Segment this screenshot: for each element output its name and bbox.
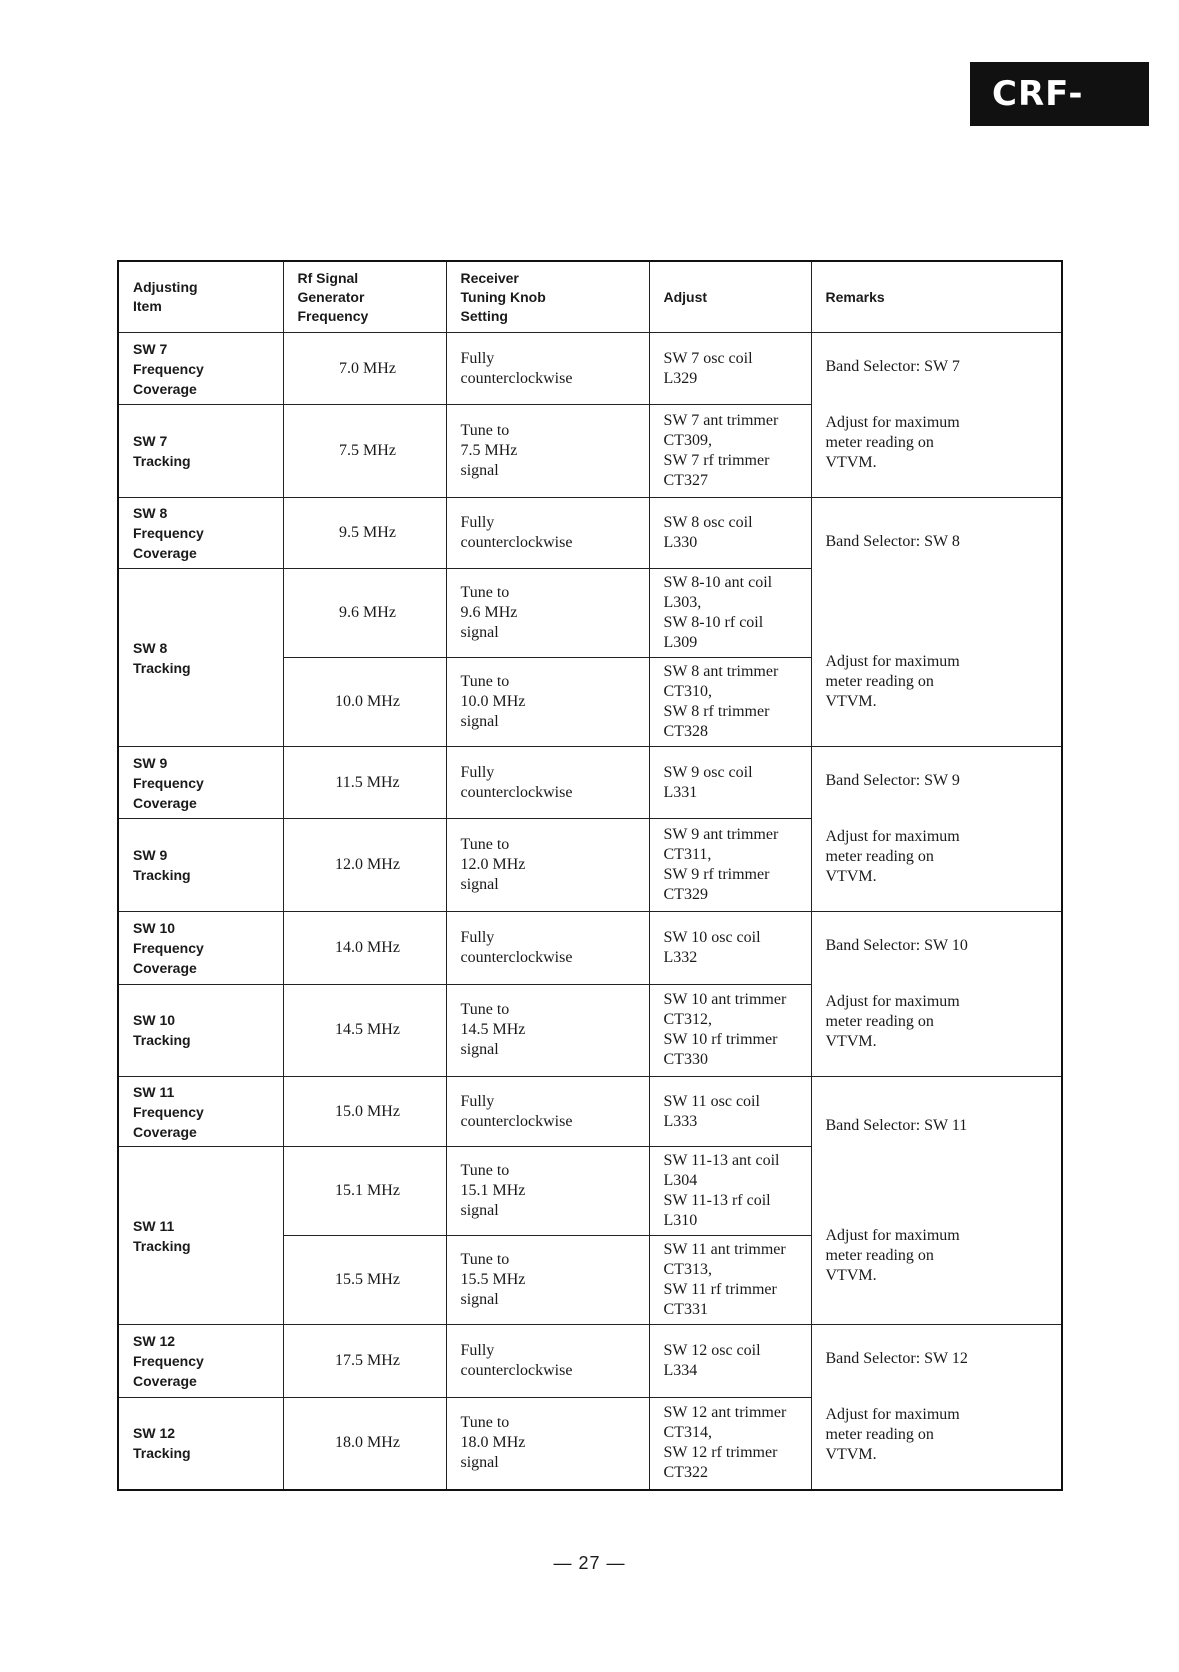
table-row <box>118 1077 1062 1147</box>
remarks-adjust-note: Adjust for maximum meter reading on VTVM. <box>825 1226 960 1284</box>
remarks-band-selector: Band Selector: SW 7 <box>825 358 960 375</box>
tuning-setting-cell: Tune to 15.1 MHz signal <box>446 1147 649 1236</box>
page-number: — 27 — <box>553 1553 626 1573</box>
header-remarks: Remarks <box>811 261 1062 333</box>
adjust-cell: SW 8 ant trimmer CT310, SW 8 rf trimmer CT328 <box>649 658 811 747</box>
adjusting-item-cell: SW 7 Frequency Coverage <box>118 333 283 405</box>
adjust-cell: SW 9 ant trimmer CT311, SW 9 rf trimmer CT329 <box>649 819 811 912</box>
tuning-setting-cell: Fully counterclockwise <box>446 747 649 819</box>
adjusting-item-cell: SW 10 Frequency Coverage <box>118 912 283 985</box>
remarks-adjust-note: Adjust for maximum meter reading on VTVM. <box>825 1406 960 1463</box>
remarks-cell <box>811 333 1062 498</box>
tuning-setting-cell: Tune to 9.6 MHz signal <box>446 569 649 658</box>
adjusting-item-cell: SW 8 Tracking <box>118 569 283 747</box>
frequency-cell: 15.1 MHz <box>283 1147 446 1236</box>
table-row <box>118 333 1062 405</box>
header-tuning-knob-setting: Receiver Tuning Knob Setting <box>446 261 649 333</box>
frequency-cell: 18.0 MHz <box>283 1397 446 1490</box>
remarks-adjust-note: Adjust for maximum meter reading on VTVM. <box>825 414 960 471</box>
frequency-cell: 14.5 MHz <box>283 984 446 1076</box>
adjusting-item-cell: SW 10 Tracking <box>118 984 283 1076</box>
frequency-cell: 10.0 MHz <box>283 658 446 747</box>
adjust-cell: SW 11-13 ant coil L304 SW 11-13 rf coil L310 <box>649 1147 811 1236</box>
adjusting-item-cell: SW 12 Frequency Coverage <box>118 1325 283 1398</box>
remarks-band-selector: Band Selector: SW 10 <box>825 937 968 954</box>
tuning-setting-cell: Fully counterclockwise <box>446 1325 649 1398</box>
table-header-row <box>118 261 1062 333</box>
tuning-setting-cell: Tune to 12.0 MHz signal <box>446 819 649 912</box>
frequency-cell: 17.5 MHz <box>283 1325 446 1398</box>
header-adjust: Adjust <box>649 261 811 333</box>
adjust-cell: SW 7 ant trimmer CT309, SW 7 rf trimmer CT327 <box>649 405 811 498</box>
adjust-cell: SW 12 osc coil L334 <box>649 1325 811 1398</box>
table-row <box>118 912 1062 985</box>
model-badge: CRF-230 <box>970 62 1149 126</box>
adjusting-item-cell: SW 11 Tracking <box>118 1147 283 1325</box>
frequency-cell: 11.5 MHz <box>283 747 446 819</box>
tuning-setting-cell: Tune to 14.5 MHz signal <box>446 984 649 1076</box>
remarks-cell <box>811 912 1062 1077</box>
adjust-cell: SW 11 ant trimmer CT313, SW 11 rf trimmer CT331 <box>649 1236 811 1325</box>
remarks-cell <box>811 747 1062 912</box>
adjust-cell: SW 10 ant trimmer CT312, SW 10 rf trimmer CT330 <box>649 984 811 1076</box>
adjusting-item-cell: SW 7 Tracking <box>118 405 283 498</box>
remarks-adjust-note: Adjust for maximum meter reading on VTVM. <box>825 993 960 1050</box>
alignment-table <box>117 260 1063 1491</box>
remarks-adjust-note: Adjust for maximum meter reading on VTVM. <box>825 828 960 885</box>
header-rf-signal-frequency: Rf Signal Generator Frequency <box>283 261 446 333</box>
remarks-cell <box>811 498 1062 747</box>
adjust-cell: SW 8-10 ant coil L303, SW 8-10 rf coil L309 <box>649 569 811 658</box>
tuning-setting-cell: Tune to 15.5 MHz signal <box>446 1236 649 1325</box>
adjusting-item-cell: SW 9 Tracking <box>118 819 283 912</box>
adjusting-item-cell: SW 12 Tracking <box>118 1397 283 1490</box>
adjust-cell: SW 8 osc coil L330 <box>649 498 811 569</box>
adjusting-item-cell: SW 11 Frequency Coverage <box>118 1077 283 1147</box>
tuning-setting-cell: Fully counterclockwise <box>446 333 649 405</box>
table-row <box>118 747 1062 819</box>
frequency-cell: 15.5 MHz <box>283 1236 446 1325</box>
frequency-cell: 14.0 MHz <box>283 912 446 985</box>
frequency-cell: 7.5 MHz <box>283 405 446 498</box>
adjusting-item-cell: SW 8 Frequency Coverage <box>118 498 283 569</box>
frequency-cell: 15.0 MHz <box>283 1077 446 1147</box>
remarks-cell <box>811 1077 1062 1325</box>
tuning-setting-cell: Fully counterclockwise <box>446 1077 649 1147</box>
remarks-adjust-note: Adjust for maximum meter reading on VTVM. <box>825 653 960 710</box>
tuning-setting-cell: Tune to 10.0 MHz signal <box>446 658 649 747</box>
adjust-cell: SW 12 ant trimmer CT314, SW 12 rf trimmer CT322 <box>649 1397 811 1490</box>
remarks-cell <box>811 1325 1062 1491</box>
table-row <box>118 498 1062 569</box>
table-row <box>118 1325 1062 1398</box>
adjust-cell: SW 10 osc coil L332 <box>649 912 811 985</box>
frequency-cell: 12.0 MHz <box>283 819 446 912</box>
remarks-band-selector: Band Selector: SW 9 <box>825 772 960 789</box>
adjusting-item-cell: SW 9 Frequency Coverage <box>118 747 283 819</box>
tuning-setting-cell: Tune to 18.0 MHz signal <box>446 1397 649 1490</box>
frequency-cell: 9.6 MHz <box>283 569 446 658</box>
remarks-band-selector: Band Selector: SW 12 <box>825 1350 968 1367</box>
frequency-cell: 7.0 MHz <box>283 333 446 405</box>
tuning-setting-cell: Tune to 7.5 MHz signal <box>446 405 649 498</box>
tuning-setting-cell: Fully counterclockwise <box>446 498 649 569</box>
header-adjusting-item: Adjusting Item <box>118 261 283 333</box>
adjust-cell: SW 9 osc coil L331 <box>649 747 811 819</box>
adjust-cell: SW 7 osc coil L329 <box>649 333 811 405</box>
remarks-band-selector: Band Selector: SW 11 <box>825 1116 968 1134</box>
tuning-setting-cell: Fully counterclockwise <box>446 912 649 985</box>
remarks-band-selector: Band Selector: SW 8 <box>825 533 960 550</box>
frequency-cell: 9.5 MHz <box>283 498 446 569</box>
adjust-cell: SW 11 osc coil L333 <box>649 1077 811 1147</box>
